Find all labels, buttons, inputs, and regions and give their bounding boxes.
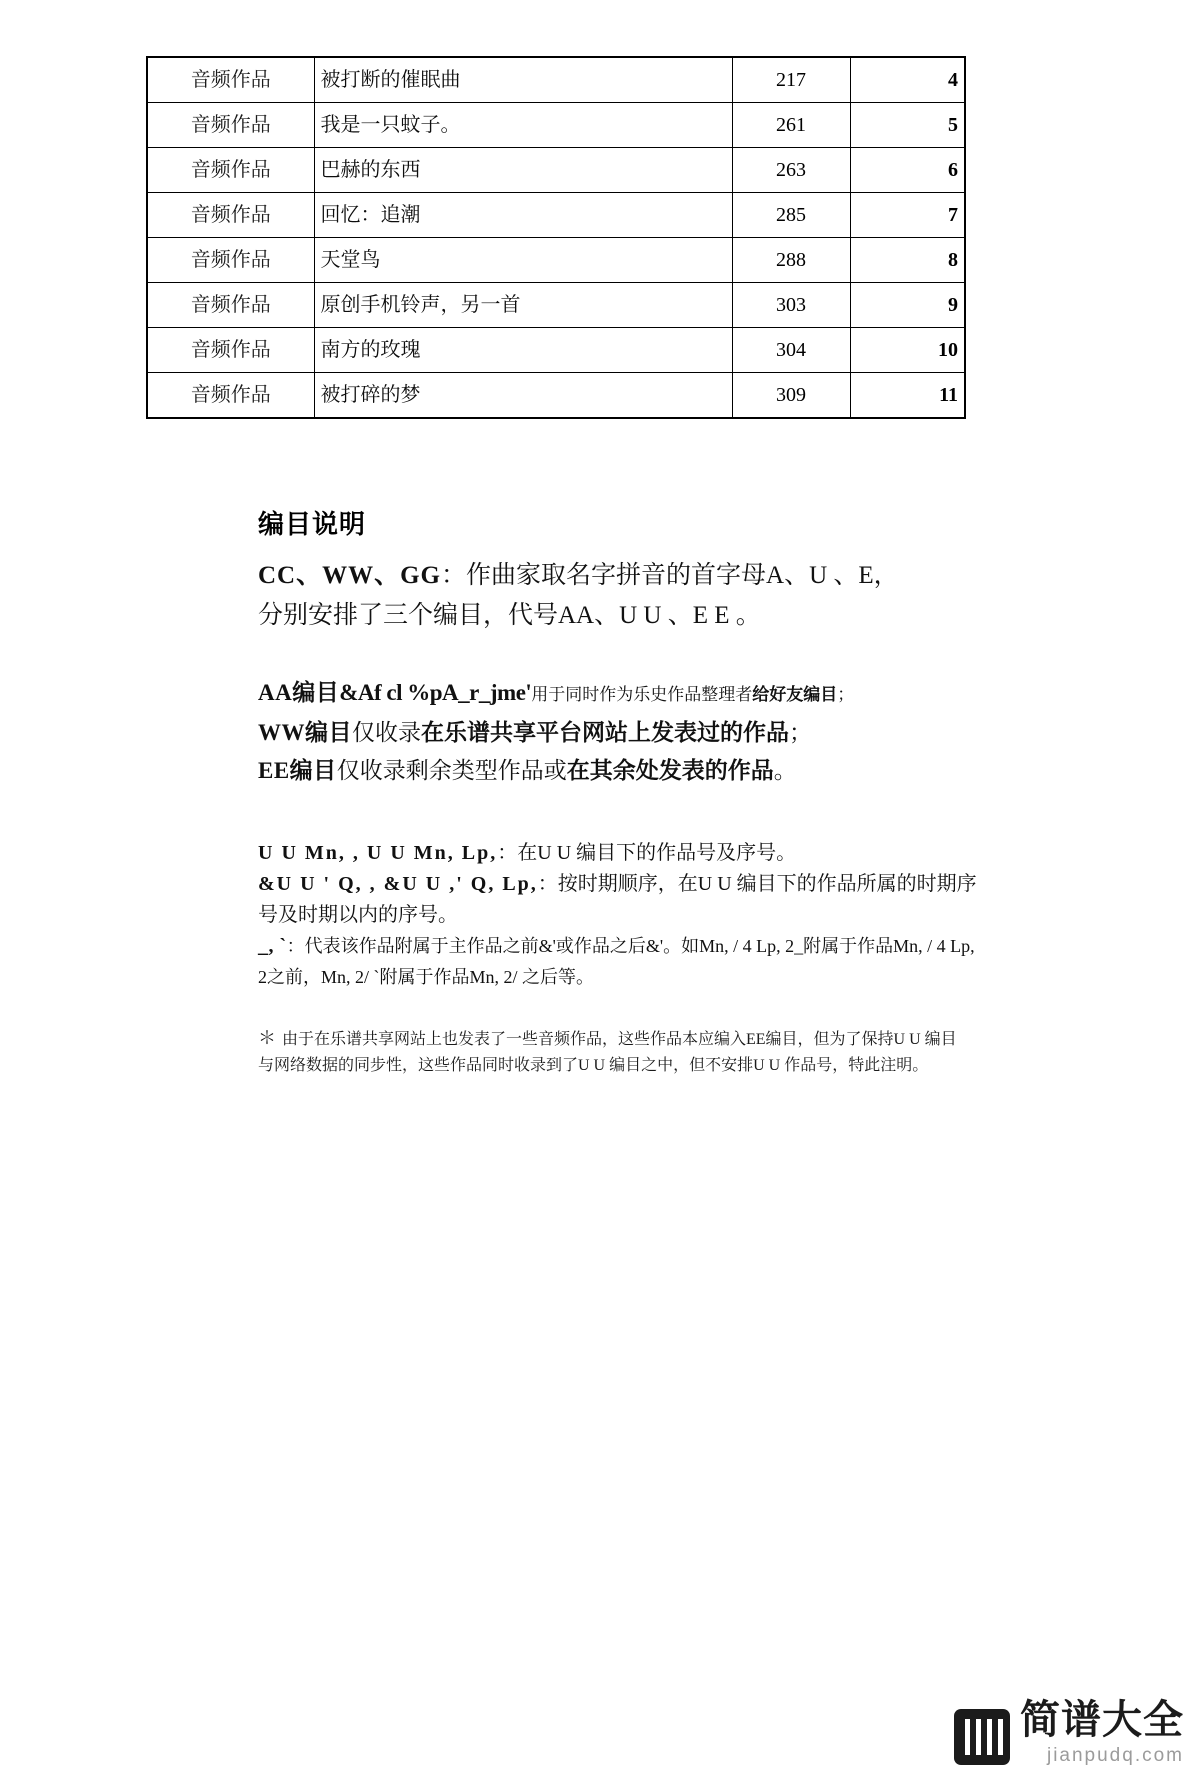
catalog-tail-bold-aa: 给好友编目 — [752, 685, 838, 704]
watermark-url: jianpudq.com — [1046, 1745, 1184, 1766]
notation-definitions — [258, 838, 978, 993]
table-row — [147, 103, 965, 148]
catalog-tail-end-ee: 。 — [773, 758, 797, 783]
cell-title: 我是一只蚊子。 — [314, 103, 732, 148]
cell-sequence: 5 — [850, 103, 965, 148]
cell-number: 288 — [732, 238, 850, 283]
notation-text-3: ：代表该作品附属于主作品之前&'或作品之后&'。如Mn, / 4 Lp, 2_附属于作品Mn, / 4 Lp, 2之前，Mn, 2/ `附属于作品Mn, 2/ 之后等。 — [258, 936, 975, 987]
cell-sequence: 4 — [850, 57, 965, 103]
cell-number: 304 — [732, 328, 850, 373]
site-watermark — [954, 1700, 1184, 1765]
cell-sequence: 9 — [850, 283, 965, 328]
piano-keys-icon — [954, 1709, 1010, 1765]
cell-title: 回忆：追潮 — [314, 193, 732, 238]
intro-paragraph — [258, 556, 958, 636]
cell-sequence: 7 — [850, 193, 965, 238]
cell-title: 天堂鸟 — [314, 238, 732, 283]
cell-type: 音频作品 — [147, 283, 314, 328]
cell-sequence: 8 — [850, 238, 965, 283]
cell-type: 音频作品 — [147, 103, 314, 148]
notation-symbol-1: U U Mn, , U U Mn, Lp, — [258, 842, 498, 864]
notation-line-3 — [258, 931, 978, 993]
table-row — [147, 57, 965, 103]
catalog-mid-ee: 仅收录剩余类型作品或 — [336, 758, 567, 783]
cell-number: 309 — [732, 373, 850, 419]
intro-codes: CC、WW、GG — [258, 562, 442, 589]
catalog-tail-aa: 用于同时作为乐史作品整理者 — [531, 685, 753, 704]
cell-type: 音频作品 — [147, 373, 314, 419]
catalog-line-aa — [258, 674, 958, 714]
watermark-text-group — [1020, 1700, 1184, 1765]
cell-type: 音频作品 — [147, 57, 314, 103]
cell-number: 217 — [732, 57, 850, 103]
cell-number: 285 — [732, 193, 850, 238]
notation-text-1: ：在U U 编目下的作品号及序号。 — [497, 842, 797, 864]
catalog-line-ee — [258, 752, 958, 790]
works-table — [146, 56, 966, 419]
cell-type: 音频作品 — [147, 193, 314, 238]
catalog-definitions — [258, 674, 958, 790]
footnote-marker: ＊ — [258, 1028, 276, 1048]
cell-title: 被打断的催眠曲 — [314, 57, 732, 103]
table-row — [147, 328, 965, 373]
table-row — [147, 373, 965, 419]
notation-text-2: ：按时期顺序，在U U 编目下的作品所属的时期序号及时期以内的序号。 — [258, 873, 977, 926]
notation-line-1 — [258, 838, 978, 869]
catalog-line-ww — [258, 714, 958, 752]
notation-symbol-3: _, ` — [258, 935, 287, 957]
table-row — [147, 283, 965, 328]
cell-sequence: 11 — [850, 373, 965, 419]
catalog-key-ww: WW编目 — [258, 720, 352, 745]
watermark-title: 简谱大全 — [1020, 1698, 1184, 1742]
works-table-body — [147, 57, 965, 418]
cell-type: 音频作品 — [147, 328, 314, 373]
cell-type: 音频作品 — [147, 238, 314, 283]
cell-number: 261 — [732, 103, 850, 148]
catalog-tail-end-aa: ； — [837, 685, 855, 704]
footnote-text: 由于在乐谱共享网站上也发表了一些音频作品，这些作品本应编入EE编目，但为了保持U U 编目与网络数据的同步性，这些作品同时收录到了U U 编目之中，但不安排U U 作品号，特此注明。 — [258, 1031, 957, 1074]
catalog-notes-section — [258, 508, 977, 1079]
cell-number: 263 — [732, 148, 850, 193]
catalog-code-aa: &Af cl %pA_r_jme' — [339, 680, 532, 705]
cell-title: 南方的玫瑰 — [314, 328, 732, 373]
cell-type: 音频作品 — [147, 148, 314, 193]
table-row — [147, 148, 965, 193]
catalog-bold-ee: 在其余处发表的作品 — [566, 758, 774, 783]
intro-line1-rest: ：作曲家取名字拼音的首字母A、U 、E， — [441, 562, 899, 589]
catalog-mid-ww: 仅收录 — [352, 720, 421, 745]
cell-title: 被打碎的梦 — [314, 373, 732, 419]
cell-sequence: 6 — [850, 148, 965, 193]
catalog-tail-end-ww: ； — [789, 720, 812, 745]
table-row — [147, 238, 965, 283]
footnote — [258, 1025, 958, 1079]
catalog-key-ee: EE编目 — [258, 758, 337, 783]
cell-number: 303 — [732, 283, 850, 328]
catalog-bold-ww: 在乐谱共享平台网站上发表过的作品 — [421, 720, 789, 745]
cell-title: 巴赫的东西 — [314, 148, 732, 193]
works-table-container — [146, 56, 964, 419]
cell-sequence: 10 — [850, 328, 965, 373]
table-row — [147, 193, 965, 238]
notation-symbol-2: &U U ' Q, , &U U ,' Q, Lp, — [258, 873, 538, 895]
notation-line-2 — [258, 869, 978, 931]
intro-line2: 分别安排了三个编目，代号AA、U U 、E E 。 — [258, 602, 761, 629]
section-heading: 编目说明 — [258, 510, 367, 539]
catalog-key-aa: AA编目 — [258, 680, 340, 705]
cell-title: 原创手机铃声，另一首 — [314, 283, 732, 328]
